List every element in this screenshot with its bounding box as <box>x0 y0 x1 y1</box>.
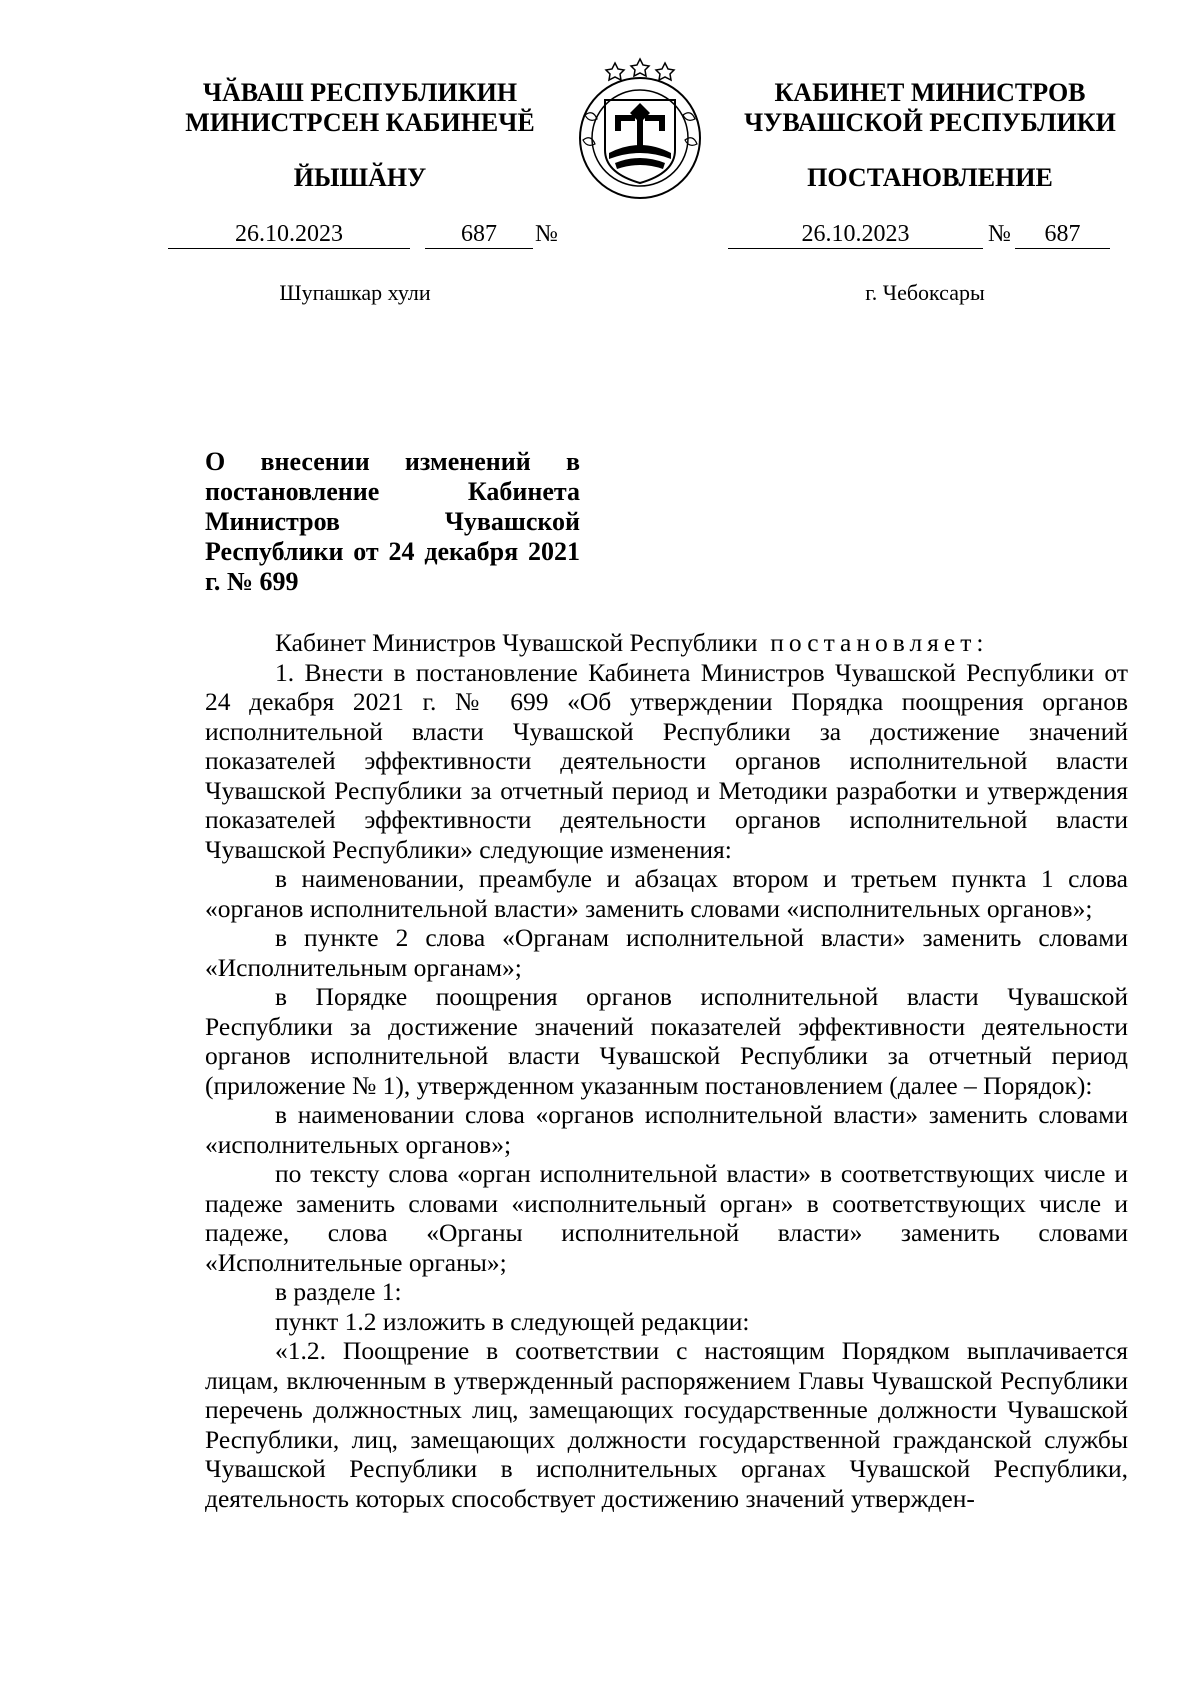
right-city: г. Чебоксары <box>865 280 985 305</box>
header-left-title <box>150 78 570 138</box>
paragraph-1: 1. Внести в постановление Кабинета Министров Чувашской Республики от 24 декабря 2021 г. № 699 «Об утверждении Порядка поощрения органов исполнительной власти Чувашской Республики за достижение значений показателей эффективности деятельности органов исполнительной власти Чувашской Республики за отчетный период и Методики разработки и утверждения показателей эффективности деятельности органов исполнительной власти Чувашской Республики» следующие изменения: <box>205 657 1128 864</box>
left-date: 26.10.2023 <box>168 220 410 249</box>
intro-lead: Кабинет Министров Чувашской Республики <box>275 628 758 657</box>
document-title: О внесении изменений в постановление Кабинета Министров Чувашской Республики от 24 декабря 2021 г. № 699 <box>205 447 580 596</box>
header-left-line2: МИНИСТРСЕН КАБИНЕЧӖ <box>185 108 535 137</box>
paragraph-4: в Порядке поощрения органов исполнительной власти Чувашской Республики за достижение значений показателей эффективности деятельности органов исполнительной власти Чувашской Республики за отчетный период (приложение № 1), утвержденном указанным постановлением (далее – Порядок): <box>205 982 1128 1100</box>
paragraph-3: в пункте 2 слова «Органам исполнительной власти» заменить словами «Исполнительным органам»; <box>205 923 1128 982</box>
header-right-line2: ЧУВАШСКОЙ РЕСПУБЛИКИ <box>744 108 1116 137</box>
paragraph-8: пункт 1.2 изложить в следующей редакции: <box>275 1306 750 1336</box>
header-left-doc-kind: ЙЫШӐНУ <box>293 163 427 192</box>
intro-verb: постановляет: <box>770 628 989 657</box>
paragraph-2: в наименовании, преамбуле и абзацах втором и третьем пункта 1 слова «органов исполнительной власти» заменить словами «исполнительных органов»; <box>205 864 1128 923</box>
left-number-sign: № <box>535 221 558 247</box>
paragraph-9: «1.2. Поощрение в соответствии с настоящим Порядком выплачивается лицам, включенным в утвержденный распоряжением Главы Чувашской Республики перечень должностных лиц, замещающих государственные должности Чувашской Республики, лиц, замещающих должности государственной гражданской службы Чувашской Республики в исполнительных органах Чувашской Республики, деятельность которых способствует достижению значений утвержден- <box>205 1336 1128 1513</box>
document-body <box>205 628 1128 1513</box>
intro-paragraph <box>205 628 1128 658</box>
header-left-line1: ЧӐВАШ РЕСПУБЛИКИН <box>202 78 518 107</box>
paragraph-6: по тексту слова «орган исполнительной власти» в соответствующих числе и падеже заменить словами «исполнительный орган» в соответствующих числе и падеже, слова «Органы исполнительной власти» заменить словами «Исполнительные органы»; <box>205 1159 1128 1277</box>
right-date: 26.10.2023 <box>728 220 983 249</box>
left-city: Шупашкар хули <box>279 280 431 305</box>
header-right-title <box>720 78 1140 138</box>
header-right-doc-kind: ПОСТАНОВЛЕНИЕ <box>807 163 1053 192</box>
left-number: 687 <box>425 220 533 249</box>
right-number-sign: № <box>988 221 1011 247</box>
emblem-icon <box>575 55 705 205</box>
right-number: 687 <box>1015 220 1110 249</box>
paragraph-5: в наименовании слова «органов исполнительной власти» заменить словами «исполнительных органов»; <box>205 1100 1128 1159</box>
header-right-line1: КАБИНЕТ МИНИСТРОВ <box>774 78 1086 107</box>
paragraph-7: в разделе 1: <box>275 1277 402 1306</box>
